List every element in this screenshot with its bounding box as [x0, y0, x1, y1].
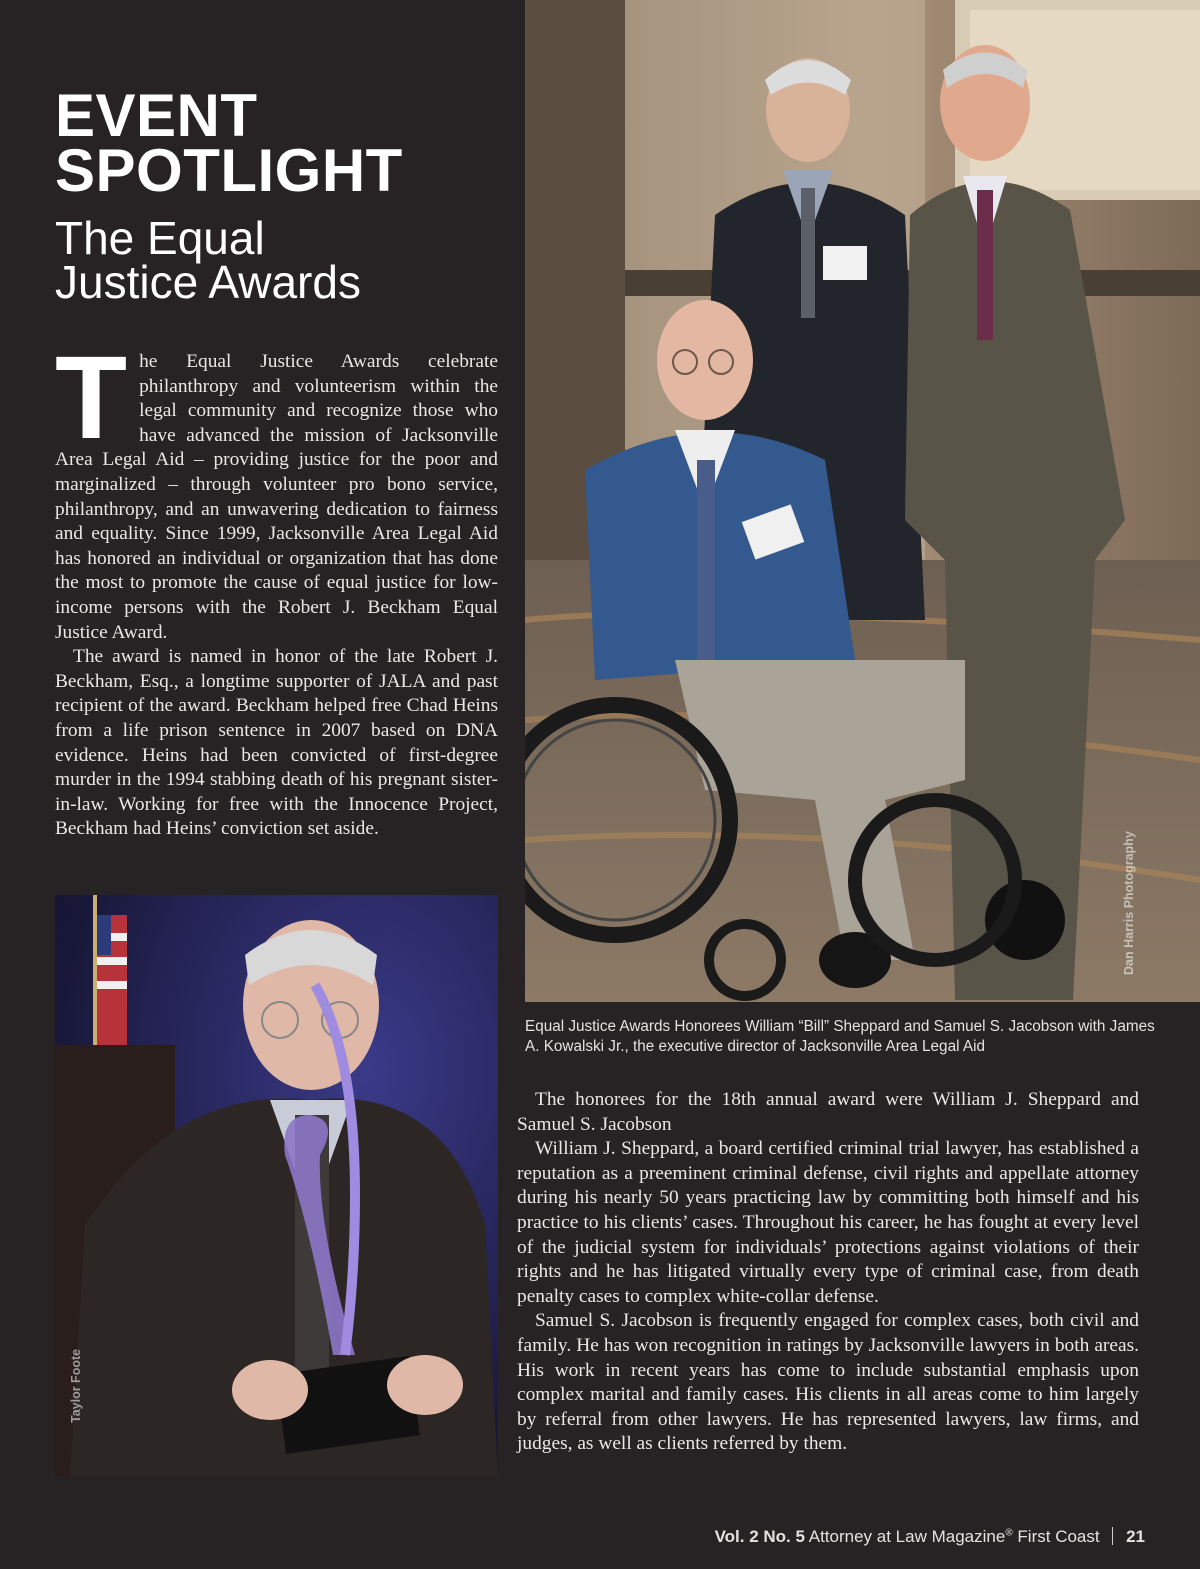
intro-paragraph-2: The award is named in honor of the late Robert J. Beckham, Esq., a longtime supporter of JALA and past recipient of the award. Beckham helped free Chad Heins from a life prison sentence in 2007 based on DNA evidence. Heins had been convicted of first-degree murder in the 1994 stabbing death of his pregnant sister-in-law. Working for free with the Innocence Project, Beckham had Heins’ conviction set aside. — [55, 646, 498, 840]
intro-paragraph-1-text: he Equal Justice Awards celebrate philanthropy and volunteerism within the legal community and recognize those who have advanced the mission of Jacksonville Area Legal Aid – providing justice for the poor and marginalized – through volunteer pro bono service, philanthropy, and an unwavering dedication to fairness and equality. Since 1999, Jacksonville Area Legal Aid has honored an individual or organization that has done the most to promote the cause of equal justice for low-income persons with the Robert J. Beckham Equal Justice Award. — [55, 351, 498, 643]
kicker-line-1: EVENT — [55, 82, 258, 149]
kicker-line-2: SPOTLIGHT — [55, 137, 403, 204]
intro-paragraph-1 — [55, 332, 498, 645]
honoree-photo-credit: Taylor Foote — [69, 1348, 83, 1423]
section-kicker — [55, 82, 498, 204]
body-paragraph-2: William J. Sheppard, a board certified criminal trial lawyer, has established a reputation as a preeminent criminal defense, civil rights and appellate attorney during his nearly 50 years practicing law by committing both himself and his practice to his clients’ cases. Throughout his career, he has fought at every level of the judicial system for individuals’ protections against violations of their rights and he has litigated virtually every type of criminal case, from death penalty cases to complex white-collar defense. — [517, 1138, 1139, 1307]
footer-volume: Vol. 2 No. 5 — [714, 1527, 805, 1546]
body-paragraph-1: The honorees for the 18th annual award were William J. Sheppard and Samuel S. Jacobson — [517, 1089, 1139, 1135]
honoree-photo — [55, 895, 498, 1476]
photo-caption: Equal Justice Awards Honorees William “Bill” Sheppard and Samuel S. Jacobson with James A. Kowalski Jr., the executive director of Jacksonville Area Legal Aid — [525, 1018, 1155, 1055]
body-paragraph-3: Samuel S. Jacobson is frequently engaged for complex cases, both civil and family. He has won recognition in ratings by Jacksonville lawyers in both areas. His work in recent years has come to include substantial emphasis upon complex marital and family cases. His clients in all areas come to him largely by referral from other lawyers. He has represented lawyers, law firms, and judges, as well as clients referred by them. — [517, 1310, 1139, 1455]
title-line-1: The Equal — [55, 212, 265, 264]
main-photo-illustration — [525, 0, 1200, 1002]
main-photo — [525, 0, 1200, 1002]
footer-magazine: Attorney at Law Magazine — [808, 1527, 1006, 1546]
left-column — [55, 82, 498, 842]
page-footer — [715, 1527, 1145, 1547]
footer-divider — [1112, 1527, 1113, 1545]
page-number: 21 — [1126, 1527, 1145, 1546]
intro-text — [55, 332, 498, 842]
main-photo-credit: Dan Harris Photography — [1122, 831, 1136, 975]
body-text — [517, 1088, 1139, 1457]
drop-cap: T — [55, 332, 128, 464]
title-line-2: Justice Awards — [55, 256, 361, 308]
honoree-photo-illustration — [55, 895, 498, 1476]
footer-edition: First Coast — [1017, 1527, 1100, 1546]
footer-registered-mark: ® — [1005, 1527, 1013, 1539]
article-title — [55, 212, 498, 308]
